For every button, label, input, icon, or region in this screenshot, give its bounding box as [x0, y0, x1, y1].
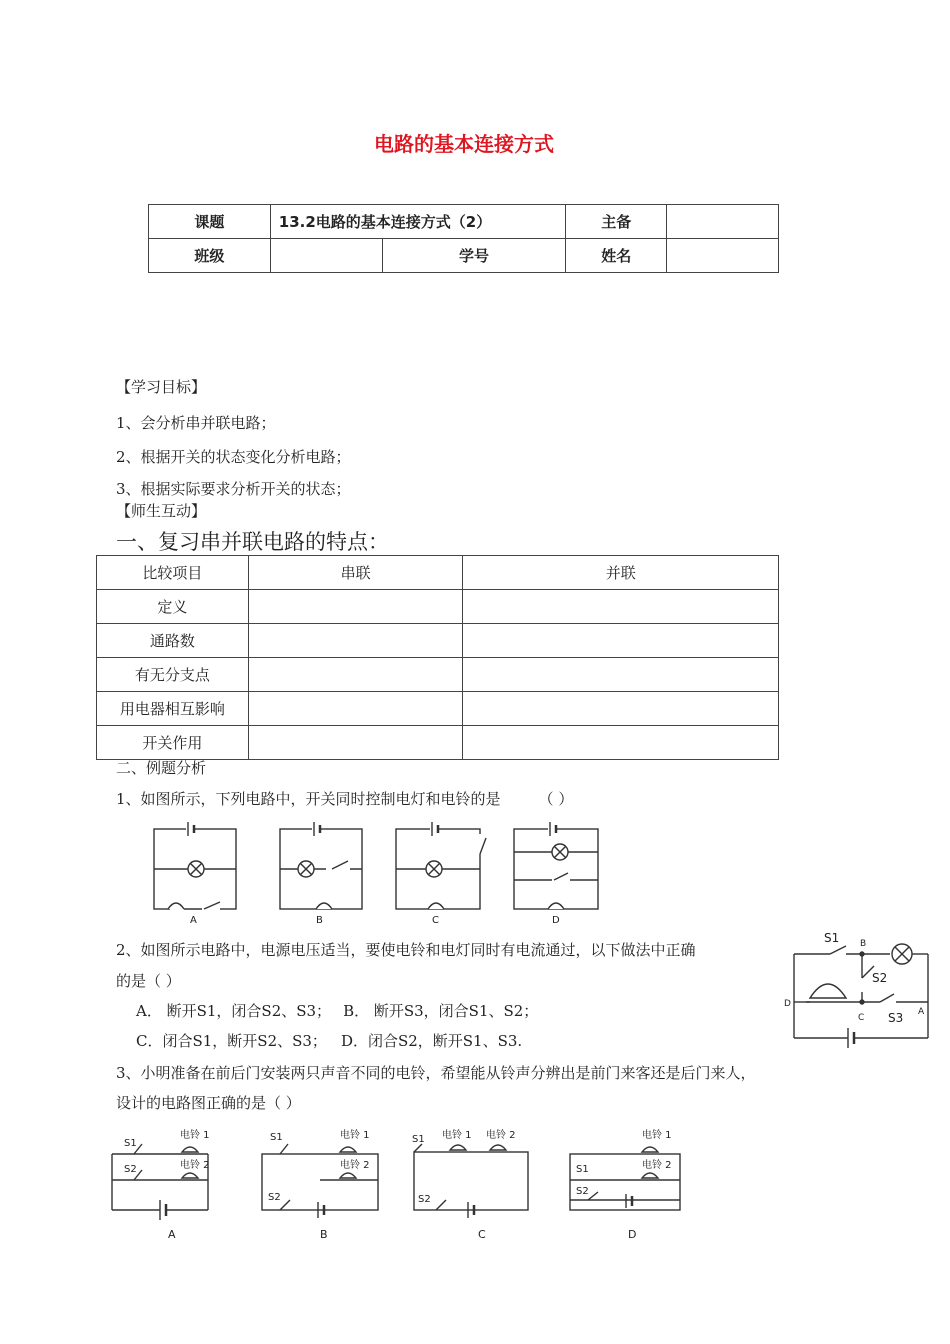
circuit-label: D [628, 1228, 637, 1241]
q2-options-row2 [136, 1030, 522, 1051]
info-cell [667, 239, 779, 273]
fig-label: S2 [872, 971, 888, 985]
q2-text: 2、如图所示电路中，电源电压适当，要使电铃和电灯同时有电流通过，以下做法中正确 [116, 941, 696, 959]
switch-label: S1 [124, 1138, 137, 1149]
q3-text2: 设计的电路图正确的是（ ） [116, 1094, 301, 1112]
info-cell: 学号 [382, 239, 566, 273]
q2-text2: 的是（ ） [116, 972, 181, 990]
bell-label: 电铃 2 [340, 1160, 370, 1171]
heading-examples: 二、例题分析 [116, 759, 207, 777]
section-interact: 【师生互动】 [116, 502, 207, 520]
switch-label: S1 [412, 1134, 425, 1145]
circuit-c [412, 1128, 528, 1241]
goal-item: 3、根据实际要求分析开关的状态； [116, 480, 351, 498]
fig-label: A [918, 1007, 925, 1017]
circuit-a [154, 822, 236, 926]
q2-circuit [784, 928, 934, 1058]
circuit-label: D [552, 915, 560, 926]
q2-options-row1 [136, 1000, 538, 1021]
page-title: 电路的基本连接方式 [374, 132, 554, 156]
circuit-b [262, 1128, 378, 1241]
bell-label: 电铃 2 [486, 1130, 516, 1141]
switch-label: S2 [268, 1192, 281, 1203]
circuit-b [280, 822, 362, 926]
switch-label: S2 [124, 1164, 137, 1175]
compare-row [97, 590, 779, 624]
q1-text [116, 788, 573, 809]
compare-item: 用电器相互影响 [97, 692, 249, 726]
q1-circuits [150, 820, 610, 930]
compare-table [96, 555, 779, 760]
info-cell [270, 239, 382, 273]
circuit-label: C [478, 1228, 486, 1241]
q3-circuits [110, 1124, 690, 1244]
compare-row [97, 692, 779, 726]
option-b: B． 断开S3，闭合S1、S2； [343, 1002, 539, 1020]
circuit-label: A [190, 915, 197, 926]
circuit-c [396, 822, 486, 926]
goal-item: 1、会分析串并联电路； [116, 414, 276, 432]
bell-label: 电铃 1 [340, 1130, 370, 1141]
info-row [149, 205, 779, 239]
bell-label: 电铃 2 [180, 1160, 210, 1171]
compare-header-row [97, 556, 779, 590]
fig-label: C [858, 1013, 865, 1023]
q3-text: 3、小明准备在前后门安装两只声音不同的电铃，希望能从铃声分辨出是前门来客还是后门来人， [116, 1064, 756, 1082]
compare-header: 串联 [248, 556, 463, 590]
switch-label: S1 [576, 1164, 589, 1175]
circuit-label: B [320, 1228, 328, 1241]
bell-label: 电铃 2 [642, 1160, 672, 1171]
info-row [149, 239, 779, 273]
compare-row [97, 624, 779, 658]
info-cell: 主备 [566, 205, 667, 239]
compare-item: 通路数 [97, 624, 249, 658]
compare-item: 有无分支点 [97, 658, 249, 692]
circuit-label: B [316, 915, 323, 926]
info-cell: 13.2电路的基本连接方式（2） [270, 205, 566, 239]
circuit-d [570, 1128, 680, 1241]
circuit-a [112, 1128, 210, 1241]
fig-label: B [860, 939, 867, 949]
circuit-label: A [168, 1228, 176, 1241]
fig-label: D [784, 999, 791, 1009]
circuit-d [514, 822, 598, 926]
goal-item: 2、根据开关的状态变化分析电路； [116, 448, 351, 466]
q1-stem: 1、如图所示，下列电路中，开关同时控制电灯和电铃的是 [116, 790, 501, 808]
switch-label: S2 [576, 1186, 589, 1197]
section-goals: 【学习目标】 [116, 378, 207, 396]
fig-label: S1 [824, 931, 840, 945]
info-cell: 姓名 [566, 239, 667, 273]
compare-item: 开关作用 [97, 726, 249, 760]
option-c: C．闭合S1，断开S2、S3； [136, 1032, 327, 1050]
switch-label: S2 [418, 1194, 431, 1205]
compare-header: 比较项目 [97, 556, 249, 590]
circuit-label: C [432, 915, 439, 926]
info-cell: 课题 [149, 205, 271, 239]
option-a: A． 断开S1，闭合S2、S3； [136, 1002, 332, 1020]
info-table [148, 204, 779, 273]
compare-item: 定义 [97, 590, 249, 624]
info-cell: 班级 [149, 239, 271, 273]
heading-review: 一、复习串并联电路的特点： [116, 530, 389, 554]
bell-label: 电铃 1 [180, 1130, 210, 1141]
compare-row [97, 658, 779, 692]
bell-label: 电铃 1 [642, 1130, 672, 1141]
switch-label: S1 [270, 1132, 283, 1143]
option-d: D．闭合S2，断开S1、S3. [340, 1032, 523, 1050]
q1-blank: （ ） [538, 790, 574, 808]
fig-label: S3 [888, 1011, 904, 1025]
compare-header: 并联 [463, 556, 779, 590]
info-cell [667, 205, 779, 239]
compare-row [97, 726, 779, 760]
bell-label: 电铃 1 [442, 1130, 472, 1141]
